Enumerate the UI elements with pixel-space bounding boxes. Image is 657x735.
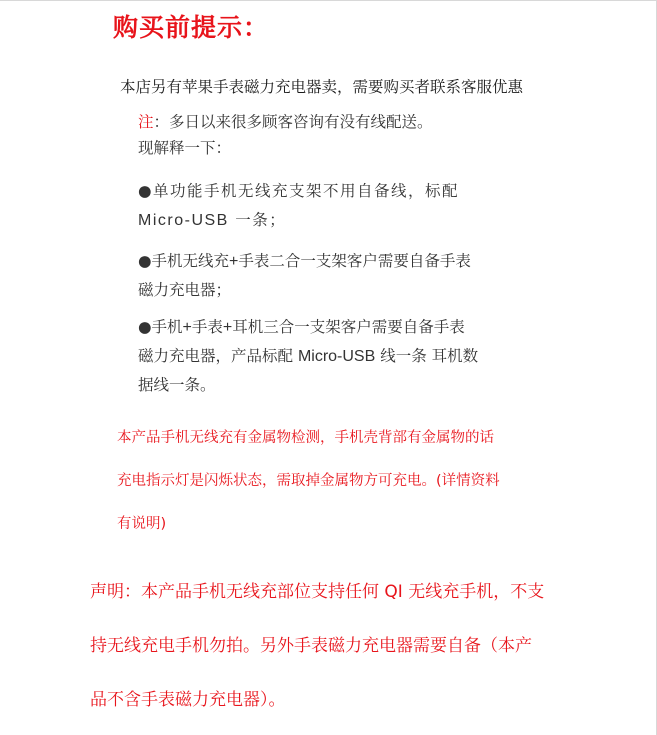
bullet-text: 手表 <box>191 318 223 336</box>
bullet-text: 耳机三合一支架客户需要自备手表 <box>232 318 465 336</box>
bullet-text: ●手机 <box>138 318 183 336</box>
bullet-text: 磁力充电器，产品标配 <box>138 347 298 365</box>
model-name: Micro-USB <box>297 348 376 365</box>
bullet-line: 磁力充电器； <box>138 281 232 299</box>
note-prefix: 注 <box>138 113 154 131</box>
bullet-line: 据线一条。 <box>138 376 216 394</box>
plus-sign: + <box>222 319 233 336</box>
warning-line: 本产品手机无线充有金属物检测，手机壳背部有金属物的话 <box>117 430 494 446</box>
bullet-line <box>138 247 471 276</box>
bullet-item-two-in-one <box>138 247 471 305</box>
statement-line: 声明：本产品手机无线充部位支持任何 QI 无线充手机，不支 <box>90 582 545 602</box>
statement-line: 品不含手表磁力充电器）。 <box>90 690 286 710</box>
model-name: Micro-USB <box>138 212 229 229</box>
plus-sign: + <box>229 253 239 270</box>
bullet-line: ●单功能手机无线充支架不用自备线，标配 <box>138 182 460 200</box>
bullet-line <box>138 313 478 342</box>
note-line <box>138 110 433 134</box>
bullet-line <box>138 342 478 371</box>
explain-text: 现解释一下： <box>138 139 232 157</box>
statement <box>90 565 544 727</box>
bullet-item-three-in-one <box>138 313 478 400</box>
warning-line: 充电指示灯是闪烁状态，需取掉金属物方可充电。(详情资料 <box>117 473 500 489</box>
warning-line: 有说明) <box>117 516 167 532</box>
page-title: 购买前提示： <box>113 13 270 42</box>
bullet-text: 手表二合一支架客户需要自备手表 <box>238 252 471 270</box>
notice-text: 本店另有苹果手表磁力充电器卖，需要购买者联系客服优惠 <box>120 78 524 96</box>
bullet-text: 线一条 耳机数 <box>375 347 479 365</box>
statement-line: 持无线充电手机勿拍。另外手表磁力充电器需要自备（本产 <box>90 636 532 656</box>
top-border <box>0 0 657 1</box>
bullet-text: 一条； <box>228 211 287 229</box>
note-text: ：多日以来很多顾客咨询有没有线配送。 <box>153 113 433 131</box>
plus-sign: + <box>182 319 192 336</box>
metal-warning <box>117 417 500 546</box>
bullet-line <box>138 206 459 235</box>
bullet-text: ●手机无线充 <box>138 252 230 270</box>
bullet-item-single <box>138 177 459 235</box>
